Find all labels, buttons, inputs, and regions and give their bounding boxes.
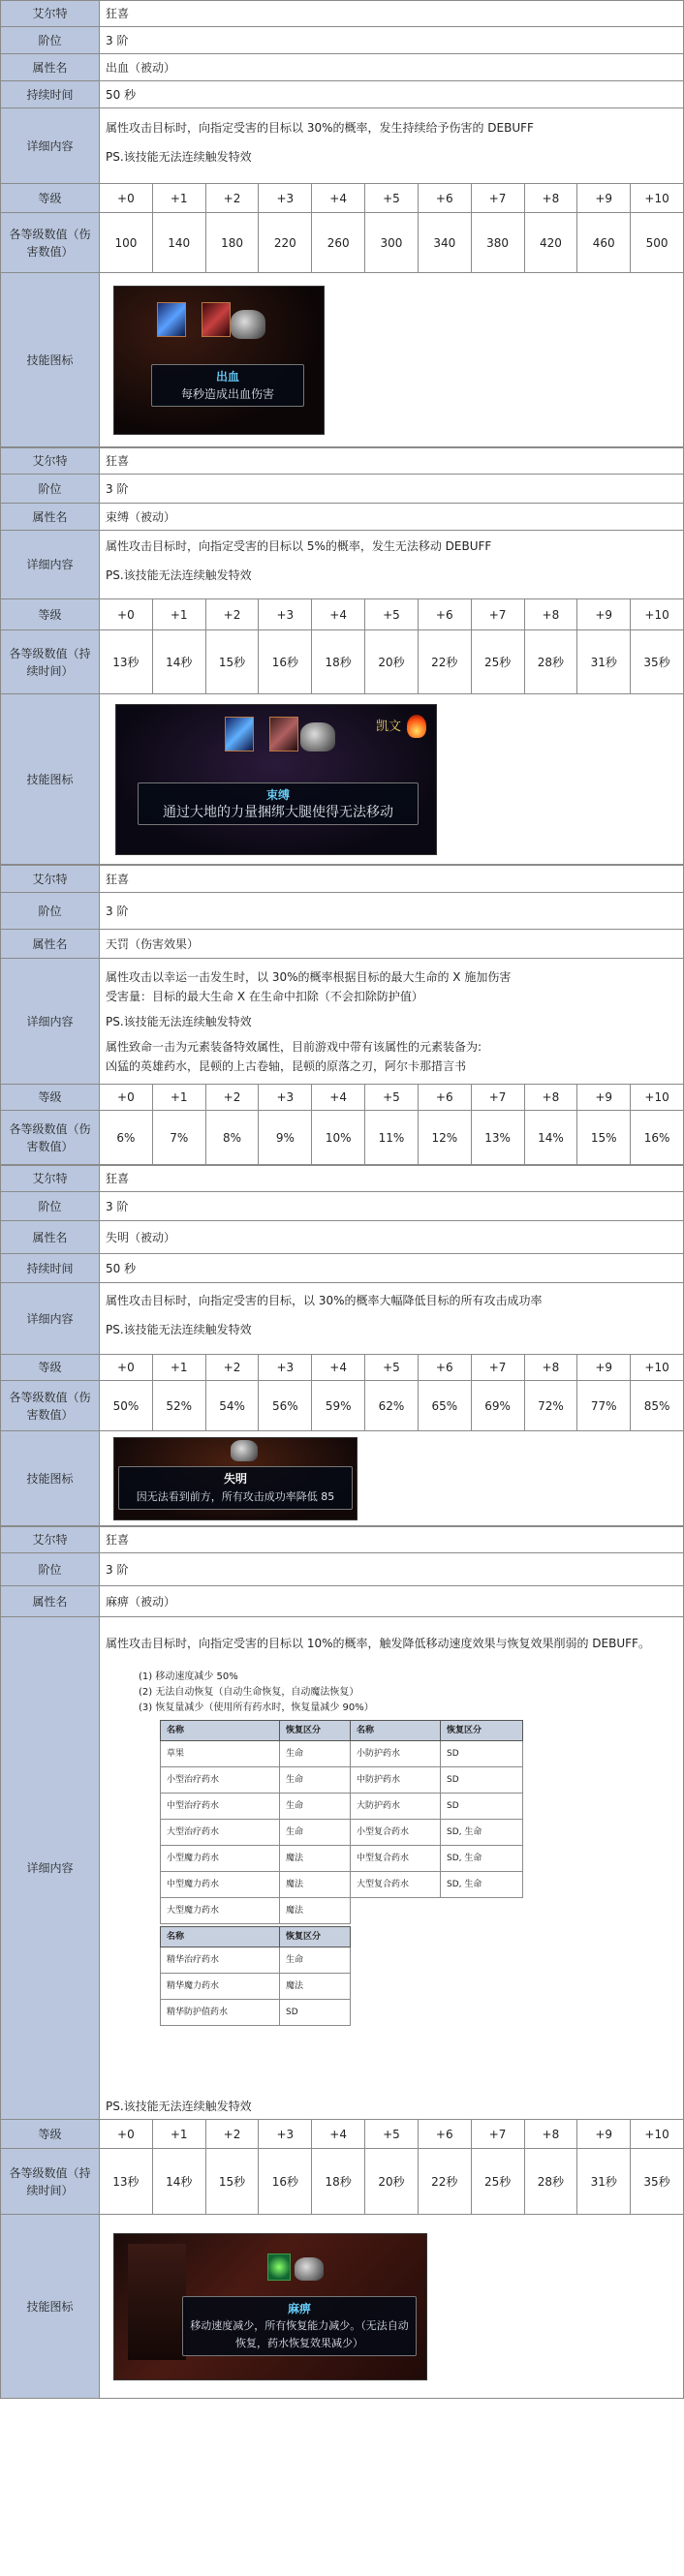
table-cell: 大型魔力药水	[161, 1898, 280, 1924]
value-cell: 100	[100, 213, 153, 273]
table-cell: 中型复合药水	[351, 1846, 441, 1872]
level-cell: +10	[631, 184, 684, 213]
table-header: 名称	[161, 1721, 280, 1741]
level-cell: +1	[152, 599, 205, 630]
value-cell: 56%	[259, 1381, 312, 1431]
level-cell: +2	[205, 184, 259, 213]
ps-note: PS.该技能无法连续触发特效	[106, 2100, 252, 2113]
tooltip-title: 失明	[223, 1471, 247, 1486]
table-row	[161, 1846, 523, 1872]
table-cell: 生命	[280, 1741, 351, 1767]
table-cell: SD, 生命	[441, 1872, 523, 1898]
class-value: 狂喜	[100, 448, 684, 475]
level-cell: +9	[577, 184, 631, 213]
table-row	[161, 1820, 523, 1846]
value-cell: 7%	[152, 1111, 205, 1165]
level-cell: +0	[100, 1085, 153, 1111]
table-row	[161, 1741, 523, 1767]
tooltip	[118, 1466, 353, 1510]
value-cell: 15秒	[205, 2149, 259, 2215]
level-cell: +2	[205, 1085, 259, 1111]
table-row	[161, 2000, 351, 2026]
value-cell: 31秒	[577, 630, 631, 694]
tooltip-title: 麻痹	[287, 2301, 311, 2315]
detail-content	[100, 1283, 684, 1355]
value-row	[1, 630, 684, 694]
detail-content	[100, 531, 684, 599]
table-row	[161, 1947, 351, 1974]
table-cell: SD	[441, 1794, 523, 1820]
level-row	[1, 599, 684, 630]
detail-line: 属性致命一击为元素装备特效属性，目前游戏中带有该属性的元素装备为:	[106, 1039, 482, 1054]
detail-label: 详细内容	[1, 108, 100, 184]
skill-screenshot-blind	[113, 1437, 358, 1520]
level-cell: +5	[365, 2120, 419, 2149]
list-item: (1) 移动速度减少 50%	[139, 1671, 238, 1682]
table-cell: 小型治疗药水	[161, 1767, 280, 1794]
level-cell: +3	[259, 1085, 312, 1111]
skill-slot-icon	[202, 302, 231, 337]
value-cell: 500	[631, 213, 684, 273]
detail-label: 详细内容	[1, 1617, 100, 2120]
table-cell: 小型复合药水	[351, 1820, 441, 1846]
profession-label: 艾尔特	[1, 866, 100, 893]
profession-label: 艾尔特	[1, 448, 100, 475]
duration-value: 50 秒	[100, 81, 684, 108]
tooltip	[151, 364, 304, 407]
skill-block-paralysis	[0, 1526, 684, 2399]
level-cell: +4	[312, 2120, 365, 2149]
value-row	[1, 213, 684, 273]
class-value: 狂喜	[100, 1527, 684, 1553]
value-cell: 28秒	[524, 2149, 577, 2215]
stage-value: 3 阶	[100, 893, 684, 930]
detail-intro: 属性攻击目标时，向指定受害的目标以 10%的概率，触发降低移动速度效果与恢复效果削弱的 DEBUFF。	[106, 1637, 650, 1650]
skill-icon-label: 技能图标	[1, 273, 100, 447]
gauntlet-icon	[231, 1440, 258, 1461]
level-cell: +4	[312, 1355, 365, 1381]
value-cell: 59%	[312, 1381, 365, 1431]
table-row	[161, 1794, 523, 1820]
value-cell: 77%	[577, 1381, 631, 1431]
value-cell: 13秒	[100, 630, 153, 694]
detail-line: PS.该技能无法连续触发特效	[106, 568, 252, 582]
pillar-shape	[128, 2244, 186, 2360]
level-cell: +4	[312, 184, 365, 213]
class-value: 狂喜	[100, 866, 684, 893]
value-cell: 22秒	[418, 630, 471, 694]
level-cell: +5	[365, 184, 419, 213]
value-cell: 420	[524, 213, 577, 273]
level-cell: +8	[524, 1355, 577, 1381]
value-cell: 300	[365, 213, 419, 273]
level-cell: +9	[577, 599, 631, 630]
level-row	[1, 1355, 684, 1381]
values-label: 各等级数值（持续时间）	[1, 630, 100, 694]
stage-label: 阶位	[1, 1553, 100, 1586]
skill-slot-icon	[267, 2254, 291, 2281]
detail-content	[100, 108, 684, 184]
table-cell: 精华治疗药水	[161, 1947, 280, 1974]
table-cell: 生命	[280, 1947, 351, 1974]
tooltip-text: 因无法看到前方，所有攻击成功率降低 85	[136, 1489, 335, 1503]
value-cell: 460	[577, 213, 631, 273]
level-cell: +8	[524, 1085, 577, 1111]
level-cell: +5	[365, 1085, 419, 1111]
table-cell: SD, 生命	[441, 1820, 523, 1846]
level-cell: +6	[418, 1355, 471, 1381]
table-cell: SD	[441, 1767, 523, 1794]
level-cell: +10	[631, 1085, 684, 1111]
skill-screenshot-bind	[115, 704, 437, 855]
level-cell: +8	[524, 2120, 577, 2149]
level-cell: +3	[259, 2120, 312, 2149]
value-cell: 25秒	[471, 630, 524, 694]
values-label: 各等级数值（持续时间）	[1, 2149, 100, 2215]
detail-label: 详细内容	[1, 1283, 100, 1355]
value-cell: 9%	[259, 1111, 312, 1165]
stage-label: 阶位	[1, 27, 100, 54]
table-cell: 生命	[280, 1820, 351, 1846]
attr-value: 天罚（伤害效果）	[100, 930, 684, 959]
table-cell: 生命	[280, 1794, 351, 1820]
value-cell: 50%	[100, 1381, 153, 1431]
detail-line: PS.该技能无法连续触发特效	[106, 149, 252, 164]
level-cell: +0	[100, 1355, 153, 1381]
level-label: 等级	[1, 1085, 100, 1111]
level-label: 等级	[1, 2120, 100, 2149]
skill-screenshot-paralysis	[113, 2233, 427, 2380]
table-cell: 生命	[280, 1767, 351, 1794]
table-cell: 精华魔力药水	[161, 1974, 280, 2000]
level-cell: +5	[365, 599, 419, 630]
values-label: 各等级数值（伤害数值）	[1, 213, 100, 273]
attr-label: 属性名	[1, 54, 100, 81]
attr-label: 属性名	[1, 1586, 100, 1617]
level-label: 等级	[1, 1355, 100, 1381]
value-cell: 52%	[152, 1381, 205, 1431]
value-cell: 260	[312, 213, 365, 273]
level-cell: +2	[205, 599, 259, 630]
skill-screenshot-bleed	[113, 286, 325, 435]
table-cell: 小防护药水	[351, 1741, 441, 1767]
value-row	[1, 2149, 684, 2215]
class-value: 狂喜	[100, 1, 684, 27]
value-cell: 13%	[471, 1111, 524, 1165]
table-cell: 中型魔力药水	[161, 1872, 280, 1898]
table-cell	[351, 1898, 441, 1924]
table-header: 恢复区分	[280, 1927, 351, 1947]
attr-label: 属性名	[1, 504, 100, 531]
level-cell: +7	[471, 1355, 524, 1381]
skill-slot-icon	[225, 717, 254, 751]
value-cell: 11%	[365, 1111, 419, 1165]
level-cell: +1	[152, 1085, 205, 1111]
value-cell: 18秒	[312, 630, 365, 694]
level-cell: +10	[631, 2120, 684, 2149]
level-cell: +7	[471, 2120, 524, 2149]
value-cell: 72%	[524, 1381, 577, 1431]
tooltip-text: 通过大地的力量捆绑大腿使得无法移动	[163, 804, 393, 820]
table-cell: 魔法	[280, 1898, 351, 1924]
level-cell: +10	[631, 599, 684, 630]
table-header: 恢复区分	[280, 1721, 351, 1741]
skill-block-blind	[0, 1165, 684, 1526]
value-cell: 20秒	[365, 2149, 419, 2215]
value-cell: 20秒	[365, 630, 419, 694]
value-cell: 85%	[631, 1381, 684, 1431]
detail-content	[100, 1617, 684, 2120]
gauntlet-icon	[295, 2257, 324, 2281]
detail-line: 属性攻击以幸运一击发生时，以 30%的概率根据目标的最大生命的 X 施加伤害	[106, 969, 512, 984]
level-cell: +4	[312, 1085, 365, 1111]
skill-icon-cell	[100, 1431, 684, 1526]
values-label: 各等级数值（伤害数值）	[1, 1111, 100, 1165]
table-cell: SD, 生命	[441, 1846, 523, 1872]
level-row	[1, 1085, 684, 1111]
value-cell: 15%	[577, 1111, 631, 1165]
table-cell: SD	[441, 1741, 523, 1767]
level-cell: +7	[471, 184, 524, 213]
effect-list	[139, 1670, 677, 1716]
tooltip-text: 移动速度减少，所有恢复能力减少。（无法自动恢复，药水恢复效果减少）	[190, 2318, 409, 2349]
attr-value: 失明（被动）	[100, 1221, 684, 1254]
level-label: 等级	[1, 599, 100, 630]
table-cell: 大型治疗药水	[161, 1820, 280, 1846]
value-cell: 16%	[631, 1111, 684, 1165]
level-cell: +6	[418, 2120, 471, 2149]
table-row	[161, 1872, 523, 1898]
skill-block-bind	[0, 447, 684, 865]
detail-line: 凶猛的英雄药水，昆顿的上古卷轴，昆顿的原落之刃，阿尔卡那措言书	[106, 1058, 467, 1073]
skill-icon-label: 技能图标	[1, 694, 100, 865]
value-cell: 18秒	[312, 2149, 365, 2215]
value-cell: 28秒	[524, 630, 577, 694]
potion-table	[160, 1720, 523, 1924]
value-cell: 14%	[524, 1111, 577, 1165]
value-cell: 69%	[471, 1381, 524, 1431]
level-cell: +9	[577, 2120, 631, 2149]
value-cell: 13秒	[100, 2149, 153, 2215]
duration-value: 50 秒	[100, 1254, 684, 1283]
value-cell: 16秒	[259, 630, 312, 694]
profession-label: 艾尔特	[1, 1527, 100, 1553]
skill-block-bleed	[0, 0, 684, 447]
stage-label: 阶位	[1, 1192, 100, 1221]
attr-label: 属性名	[1, 1221, 100, 1254]
profession-label: 艾尔特	[1, 1, 100, 27]
table-cell: 中型治疗药水	[161, 1794, 280, 1820]
value-cell: 54%	[205, 1381, 259, 1431]
values-label: 各等级数值（伤害数值）	[1, 1381, 100, 1431]
tooltip	[138, 782, 419, 825]
list-item: (2) 无法自动恢复（自动生命恢复，自动魔法恢复）	[139, 1687, 359, 1698]
value-cell: 35秒	[631, 2149, 684, 2215]
value-cell: 35秒	[631, 630, 684, 694]
skill-icon-label: 技能图标	[1, 1431, 100, 1526]
stage-value: 3 阶	[100, 1192, 684, 1221]
level-cell: +10	[631, 1355, 684, 1381]
level-cell: +5	[365, 1355, 419, 1381]
level-cell: +8	[524, 599, 577, 630]
attr-label: 属性名	[1, 930, 100, 959]
value-cell: 380	[471, 213, 524, 273]
level-cell: +3	[259, 184, 312, 213]
detail-line: 属性攻击目标时，向指定受害的目标以 5%的概率，发生无法移动 DEBUFF	[106, 539, 492, 553]
table-row	[161, 1898, 523, 1924]
skill-icon-label: 技能图标	[1, 2215, 100, 2399]
profession-label: 艾尔特	[1, 1166, 100, 1192]
table-cell: 魔法	[280, 1974, 351, 2000]
value-cell: 25秒	[471, 2149, 524, 2215]
table-cell: 魔法	[280, 1846, 351, 1872]
value-cell: 65%	[418, 1381, 471, 1431]
duration-label: 持续时间	[1, 81, 100, 108]
detail-line: 受害量：目标的最大生命 X 在生命中扣除（不会扣除防护值）	[106, 989, 423, 1003]
level-cell: +9	[577, 1355, 631, 1381]
player-name: 凯文	[376, 719, 402, 734]
skill-icon-cell	[100, 2215, 684, 2399]
tooltip-text: 每秒造成出血伤害	[180, 386, 274, 401]
table-cell: 草果	[161, 1741, 280, 1767]
detail-line: 属性攻击目标时，向指定受害的目标，以 30%的概率大幅降低目标的所有攻击成功率	[106, 1293, 543, 1307]
level-cell: +0	[100, 599, 153, 630]
level-cell: +3	[259, 1355, 312, 1381]
detail-content	[100, 959, 684, 1085]
table-cell: 魔法	[280, 1872, 351, 1898]
level-cell: +8	[524, 184, 577, 213]
stage-value: 3 阶	[100, 475, 684, 504]
level-cell: +2	[205, 1355, 259, 1381]
skill-slot-icon	[157, 302, 186, 337]
stage-label: 阶位	[1, 475, 100, 504]
value-cell: 340	[418, 213, 471, 273]
level-row	[1, 2120, 684, 2149]
level-cell: +3	[259, 599, 312, 630]
table-row	[161, 1767, 523, 1794]
detail-line: PS.该技能无法连续触发特效	[106, 1014, 252, 1028]
value-cell: 62%	[365, 1381, 419, 1431]
value-row	[1, 1111, 684, 1165]
value-cell: 220	[259, 213, 312, 273]
value-cell: 15秒	[205, 630, 259, 694]
level-cell: +6	[418, 1085, 471, 1111]
list-item: (3) 恢复量减少（使用所有药水时，恢复量减少 90%）	[139, 1702, 374, 1713]
value-cell: 8%	[205, 1111, 259, 1165]
value-cell: 12%	[418, 1111, 471, 1165]
table-cell	[441, 1898, 523, 1924]
value-cell: 14秒	[152, 630, 205, 694]
skill-slot-icon	[269, 717, 298, 751]
tooltip-title: 束缚	[265, 787, 290, 802]
level-cell: +7	[471, 1085, 524, 1111]
level-cell: +7	[471, 599, 524, 630]
value-cell: 14秒	[152, 2149, 205, 2215]
value-cell: 31秒	[577, 2149, 631, 2215]
level-cell: +6	[418, 184, 471, 213]
value-cell: 140	[152, 213, 205, 273]
level-row	[1, 184, 684, 213]
attr-value: 束缚（被动）	[100, 504, 684, 531]
table-cell: 大型复合药水	[351, 1872, 441, 1898]
detail-label: 详细内容	[1, 959, 100, 1085]
potion-table-2	[160, 1926, 351, 2026]
level-label: 等级	[1, 184, 100, 213]
value-cell: 10%	[312, 1111, 365, 1165]
skill-icon-cell	[100, 694, 684, 865]
level-cell: +9	[577, 1085, 631, 1111]
class-value: 狂喜	[100, 1166, 684, 1192]
attr-value: 出血（被动）	[100, 54, 684, 81]
level-cell: +6	[418, 599, 471, 630]
value-cell: 180	[205, 213, 259, 273]
tooltip	[182, 2296, 417, 2356]
table-cell: SD	[280, 2000, 351, 2026]
stage-value: 3 阶	[100, 27, 684, 54]
table-cell: 中防护药水	[351, 1767, 441, 1794]
level-cell: +0	[100, 2120, 153, 2149]
skill-icon-cell	[100, 273, 684, 447]
level-cell: +4	[312, 599, 365, 630]
gauntlet-icon	[231, 310, 265, 339]
skill-block-punish	[0, 865, 684, 1165]
detail-line: 属性攻击目标时，向指定受害的目标以 30%的概率，发生持续给予伤害的 DEBUFF	[106, 120, 534, 135]
table-cell: 小型魔力药水	[161, 1846, 280, 1872]
gauntlet-icon	[300, 722, 335, 751]
table-row	[161, 1974, 351, 2000]
value-cell: 22秒	[418, 2149, 471, 2215]
level-cell: +0	[100, 184, 153, 213]
detail-line: PS.该技能无法连续触发特效	[106, 1322, 252, 1336]
detail-label: 详细内容	[1, 531, 100, 599]
attr-value: 麻痹（被动）	[100, 1586, 684, 1617]
level-cell: +1	[152, 184, 205, 213]
level-cell: +1	[152, 2120, 205, 2149]
duration-label: 持续时间	[1, 1254, 100, 1283]
value-cell: 6%	[100, 1111, 153, 1165]
level-cell: +1	[152, 1355, 205, 1381]
fire-icon	[407, 715, 426, 738]
value-cell: 16秒	[259, 2149, 312, 2215]
tooltip-title: 出血	[215, 369, 239, 383]
table-header: 名称	[351, 1721, 441, 1741]
stage-label: 阶位	[1, 893, 100, 930]
level-cell: +2	[205, 2120, 259, 2149]
value-row	[1, 1381, 684, 1431]
table-header: 恢复区分	[441, 1721, 523, 1741]
table-cell: 大防护药水	[351, 1794, 441, 1820]
stage-value: 3 阶	[100, 1553, 684, 1586]
table-header: 名称	[161, 1927, 280, 1947]
table-cell: 精华防护值药水	[161, 2000, 280, 2026]
